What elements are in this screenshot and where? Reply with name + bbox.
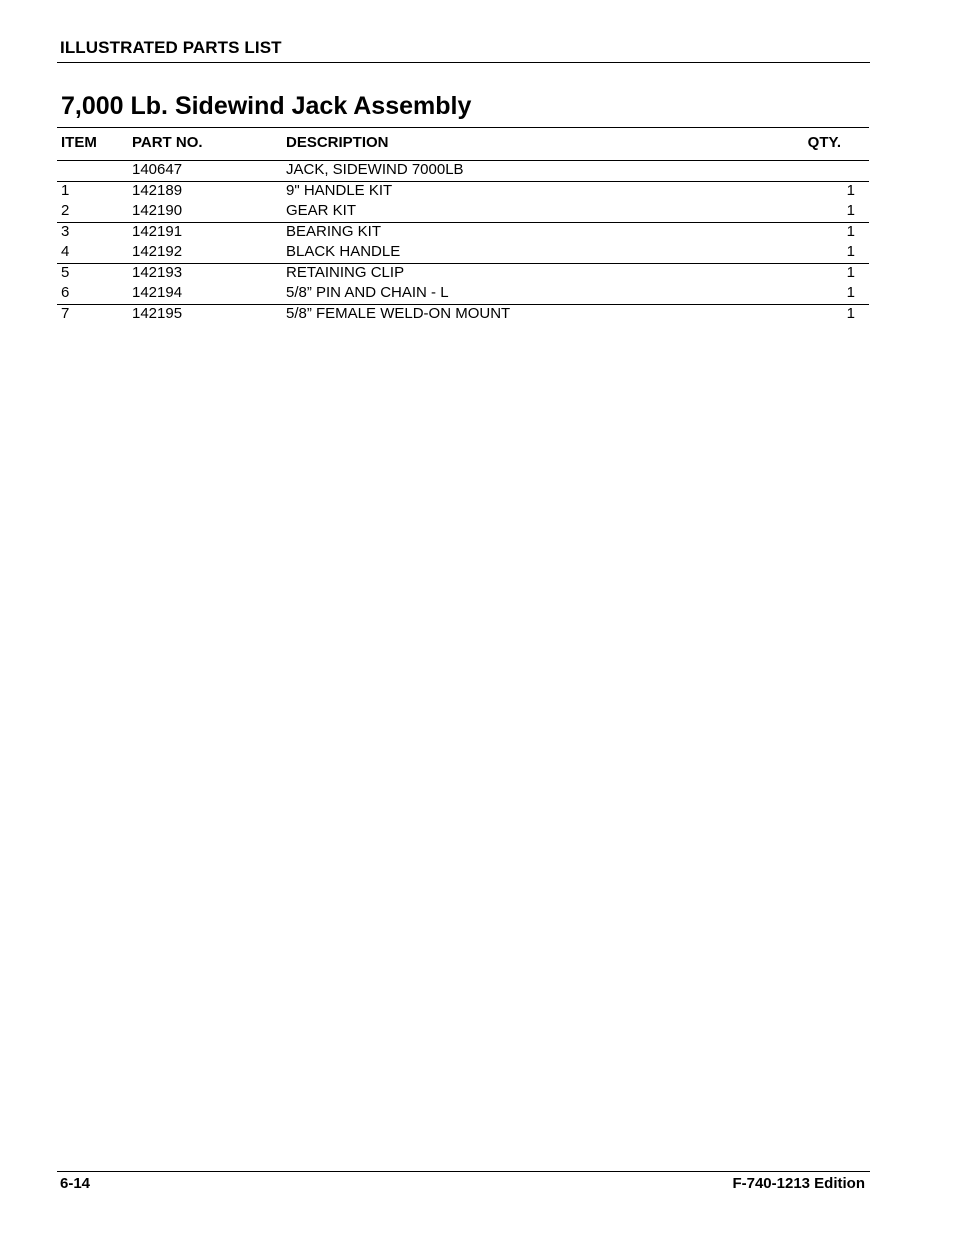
table-row [57,202,869,223]
item-cell: 3 [61,223,70,240]
part-no-cell: 142189 [132,182,183,199]
description-cell: JACK, SIDEWIND 7000LB [286,161,464,178]
description-cell: 5/8” FEMALE WELD-ON MOUNT [286,305,511,322]
description-cell: 5/8” PIN AND CHAIN - L [286,284,449,301]
table-row [57,243,869,264]
qty-cell: 1 [846,243,855,260]
table-row [57,305,869,325]
item-cell: 7 [61,305,70,322]
table-row [57,284,869,305]
part-no-cell: 142192 [132,243,183,260]
part-no-cell: 142190 [132,202,183,219]
column-header-part-no: PART NO. [132,134,203,151]
part-no-cell: 142191 [132,223,183,240]
description-cell: GEAR KIT [286,202,357,219]
column-header-qty: QTY. [807,134,841,151]
qty-cell: 1 [846,284,855,301]
item-cell: 4 [61,243,70,260]
description-cell: RETAINING CLIP [286,264,405,281]
item-cell: 2 [61,202,70,219]
part-no-cell: 142193 [132,264,183,281]
edition-label: F-740-1213 Edition [732,1175,865,1192]
qty-cell: 1 [846,305,855,322]
qty-cell: 1 [846,223,855,240]
qty-cell: 1 [846,182,855,199]
table-header-row [57,128,869,161]
part-no-cell: 140647 [132,161,183,178]
column-header-item: ITEM [61,134,97,151]
section-label: ILLUSTRATED PARTS LIST [60,38,282,57]
part-no-cell: 142194 [132,284,183,301]
page-number: 6-14 [60,1175,91,1192]
table-row [57,182,869,202]
parts-table [57,127,869,325]
description-cell: BEARING KIT [286,223,382,240]
table-row [57,264,869,284]
table-row [57,161,869,182]
page-title: 7,000 Lb. Sidewind Jack Assembly [61,92,472,120]
description-cell: 9" HANDLE KIT [286,182,393,199]
qty-cell: 1 [846,202,855,219]
page-header [57,36,870,63]
table-row [57,223,869,243]
item-cell: 1 [61,182,70,199]
item-cell: 5 [61,264,70,281]
qty-cell: 1 [846,264,855,281]
description-cell: BLACK HANDLE [286,243,401,260]
item-cell: 6 [61,284,70,301]
part-no-cell: 142195 [132,305,183,322]
column-header-description: DESCRIPTION [286,134,389,151]
page-footer [57,1171,870,1196]
